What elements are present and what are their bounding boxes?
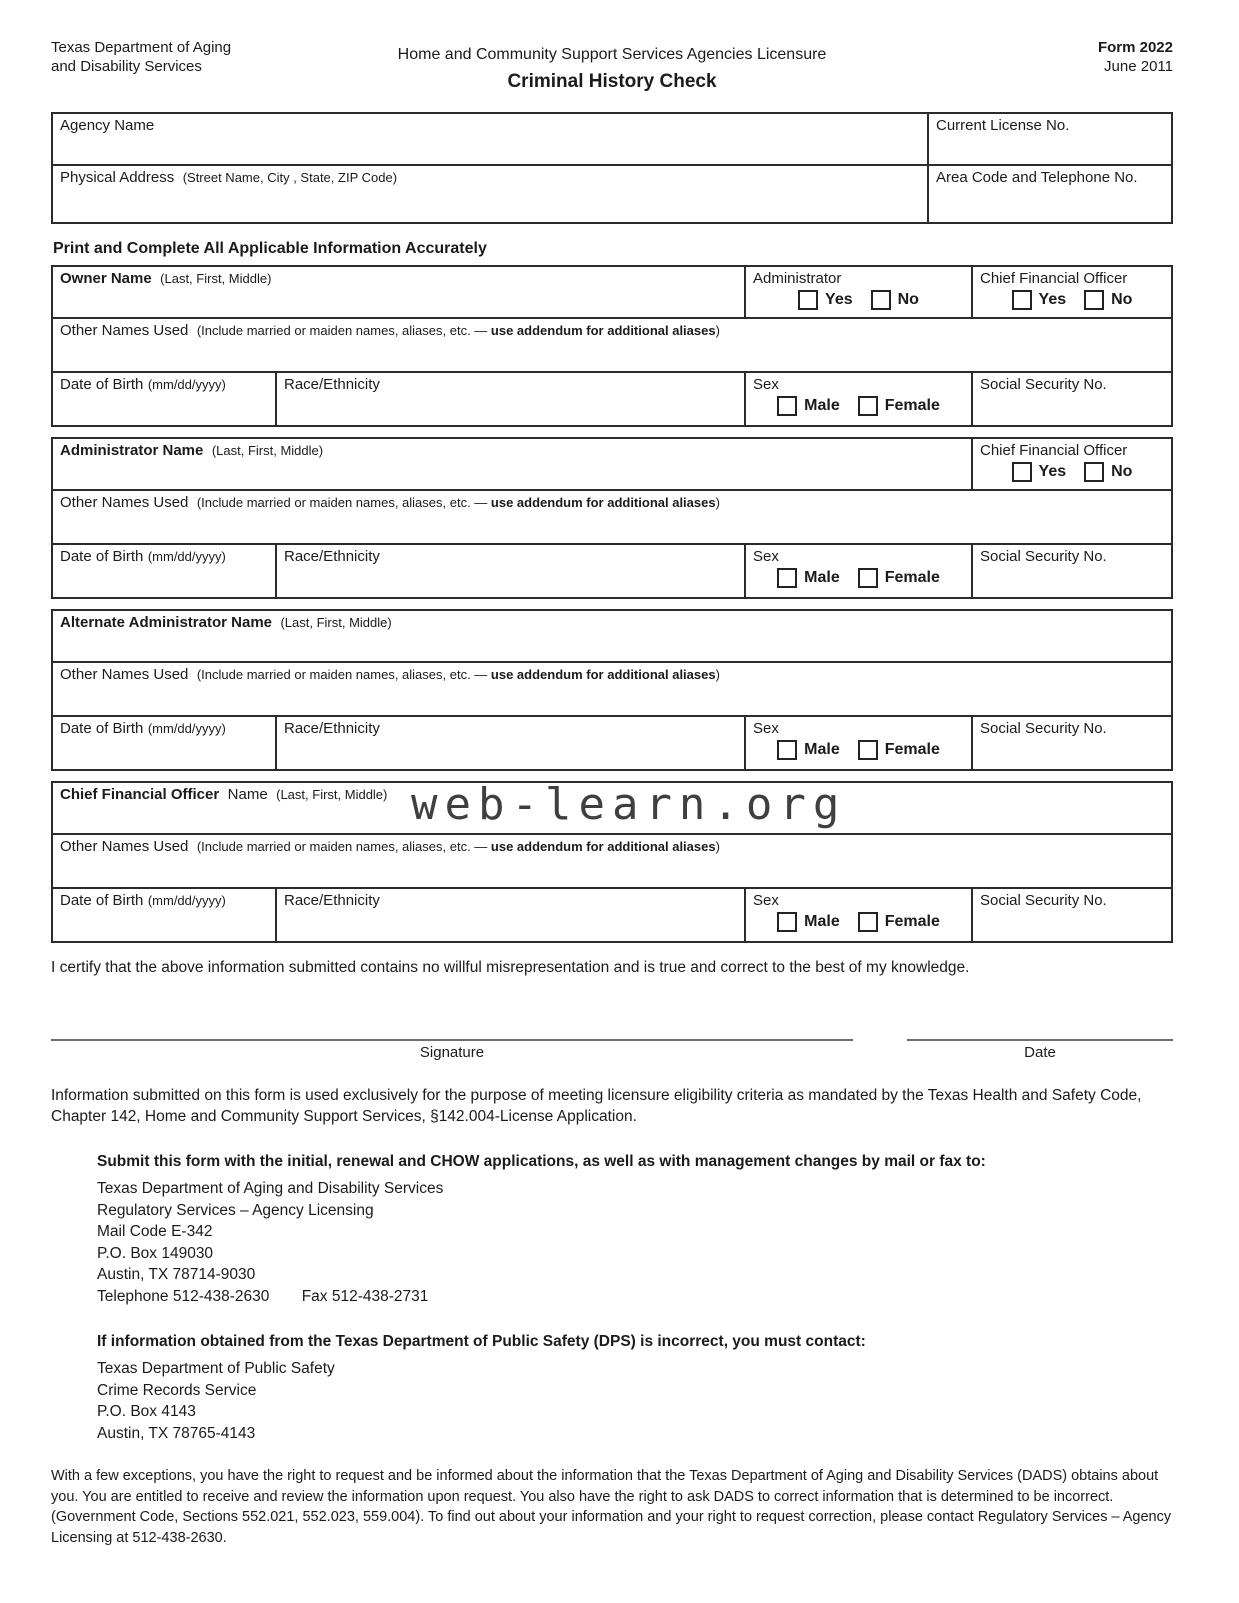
owner-administrator-no-label: No (897, 291, 919, 308)
owner-sex-male-checkbox[interactable] (777, 396, 797, 416)
owner-name-field[interactable] (53, 267, 746, 317)
alternate-sex-female-checkbox[interactable] (858, 740, 878, 760)
date-area (907, 1039, 1173, 1061)
cfo-name-label-bold: Chief Financial Officer (60, 786, 220, 803)
alternate-administrator-name-field[interactable] (53, 611, 1171, 661)
administrator-race-label: Race/Ethnicity (284, 548, 380, 565)
administrator-other-names-field[interactable] (53, 491, 1171, 543)
cfo-dob-label: Date of Birth (60, 892, 144, 909)
administrator-ssn-field[interactable] (973, 545, 1171, 597)
alternate-other-names-label: Other Names Used (60, 666, 189, 683)
dads-address-line: P.O. Box 149030 (97, 1244, 214, 1262)
agency-name-label: Agency Name (60, 117, 155, 134)
owner-administrator-no-checkbox[interactable] (871, 290, 891, 310)
agency-info-table (51, 112, 1173, 224)
administrator-sex-male-label: Male (804, 569, 840, 586)
cfo-name-field[interactable] (53, 779, 1171, 833)
alternate-other-names-hint: (Include married or maiden names, aliases, etc. — use addendum for additional aliases) (196, 667, 720, 682)
cfo-name-hint: (Last, First, Middle) (276, 787, 388, 802)
submit-heading: Submit this form with the initial, renewal and CHOW applications, as well as with management changes by mail or fax to: (97, 1153, 986, 1170)
watermark-text: web-learn.org (411, 779, 847, 830)
department-name-line2: and Disability Services (51, 58, 202, 75)
owner-other-names-hint: (Include married or maiden names, aliases, etc. — use addendum for additional aliases) (196, 323, 720, 338)
cfo-sex-field (746, 889, 973, 941)
owner-ssn-label: Social Security No. (980, 376, 1107, 393)
alternate-race-label: Race/Ethnicity (284, 720, 380, 737)
administrator-sex-label: Sex (753, 548, 779, 565)
owner-administrator-label: Administrator (753, 270, 842, 287)
dads-address-line: Texas Department of Aging and Disability Services (97, 1180, 444, 1197)
cfo-other-names-hint: (Include married or maiden names, aliases, etc. — use addendum for additional aliases) (196, 839, 720, 854)
owner-dob-field[interactable] (53, 373, 277, 425)
owner-dob-hint: (mm/dd/yyyy) (147, 377, 226, 392)
administrator-sex-field (746, 545, 973, 597)
cfo-race-label: Race/Ethnicity (284, 892, 380, 909)
dads-address-line: Mail Code E-342 (97, 1223, 213, 1240)
owner-dob-label: Date of Birth (60, 376, 144, 393)
alternate-race-field[interactable] (277, 717, 746, 769)
form-title: Criminal History Check (507, 71, 717, 92)
administrator-ssn-label: Social Security No. (980, 548, 1107, 565)
administrator-cfo-options (980, 462, 1164, 482)
physical-address-field[interactable] (53, 166, 929, 222)
form-date: June 2011 (1104, 58, 1173, 75)
cfo-ssn-field[interactable] (973, 889, 1171, 941)
cfo-sex-female-label: Female (884, 913, 940, 930)
owner-name-label: Owner Name (60, 270, 152, 287)
administrator-name-hint: (Last, First, Middle) (211, 443, 324, 458)
dps-address-block (97, 1358, 1173, 1444)
owner-administrator-field (746, 267, 973, 317)
cfo-other-names-field[interactable] (53, 835, 1171, 887)
owner-sex-label: Sex (753, 376, 779, 393)
administrator-cfo-yes-label: Yes (1038, 463, 1067, 480)
certification-statement: I certify that the above information submitted contains no willful misrepresentation and is true and correct to the best of my knowledge. (51, 959, 970, 976)
alternate-sex-label: Sex (753, 720, 779, 737)
form-id-block (1098, 38, 1173, 76)
owner-administrator-yes-label: Yes (825, 291, 853, 308)
administrator-cfo-yes-checkbox[interactable] (1012, 462, 1032, 482)
header-center (51, 36, 1173, 93)
agency-name-field[interactable] (53, 114, 929, 164)
telephone-field[interactable] (929, 166, 1171, 222)
owner-race-field[interactable] (277, 373, 746, 425)
program-subtitle: Home and Community Support Services Agencies Licensure (397, 46, 827, 63)
alternate-sex-female-label: Female (884, 741, 940, 758)
dps-address-line: Crime Records Service (97, 1381, 257, 1399)
administrator-dob-hint: (mm/dd/yyyy) (147, 549, 226, 564)
administrator-dob-field[interactable] (53, 545, 277, 597)
owner-cfo-no-checkbox[interactable] (1084, 290, 1104, 310)
date-label: Date (1024, 1044, 1056, 1061)
owner-cfo-field (973, 267, 1171, 317)
dads-address-line: Regulatory Services – Agency Licensing (97, 1201, 374, 1219)
owner-other-names-field[interactable] (53, 319, 1171, 371)
owner-name-hint: (Last, First, Middle) (160, 271, 272, 286)
administrator-section-table (51, 437, 1173, 599)
owner-cfo-yes-checkbox[interactable] (1012, 290, 1032, 310)
cfo-dob-hint: (mm/dd/yyyy) (147, 893, 226, 908)
form-number: Form 2022 (1097, 39, 1173, 56)
alternate-administrator-name-label: Alternate Administrator Name (60, 614, 272, 631)
administrator-race-field[interactable] (277, 545, 746, 597)
cfo-other-names-label: Other Names Used (60, 838, 189, 855)
alternate-other-names-field[interactable] (53, 663, 1171, 715)
alternate-administrator-name-hint: (Last, First, Middle) (280, 615, 392, 630)
administrator-sex-female-label: Female (884, 569, 940, 586)
owner-cfo-options (980, 290, 1164, 310)
alternate-sex-male-checkbox[interactable] (777, 740, 797, 760)
administrator-name-field[interactable] (53, 439, 973, 489)
alternate-dob-label: Date of Birth (60, 720, 144, 737)
administrator-cfo-no-label: No (1111, 463, 1133, 480)
owner-administrator-options (753, 290, 964, 310)
dps-address-line: Texas Department of Public Safety (97, 1360, 335, 1377)
dps-address-line: P.O. Box 4143 (97, 1403, 196, 1420)
alternate-dob-field[interactable] (53, 717, 277, 769)
administrator-cfo-field (973, 439, 1171, 489)
cfo-sex-female-checkbox[interactable] (858, 912, 878, 932)
physical-address-label: Physical Address (60, 169, 175, 186)
alternate-sex-field (746, 717, 973, 769)
owner-sex-female-checkbox[interactable] (858, 396, 878, 416)
alternate-ssn-label: Social Security No. (980, 720, 1107, 737)
owner-section-table (51, 265, 1173, 427)
owner-cfo-no-label: No (1111, 291, 1133, 308)
administrator-cfo-no-checkbox[interactable] (1084, 462, 1104, 482)
info-paragraph: Information submitted on this form is used exclusively for the purpose of meeting licensure eligibility criteria as mandated by the Texas Health and Safety Code, Chapter 142, Home and Community Support Services, §142.004-License Application. (51, 1087, 1142, 1125)
owner-administrator-yes-checkbox[interactable] (798, 290, 818, 310)
administrator-name-label: Administrator Name (60, 442, 204, 459)
cfo-section-table (51, 781, 1173, 943)
dads-address-block (97, 1178, 1173, 1307)
cfo-sex-male-label: Male (804, 913, 840, 930)
cfo-race-field[interactable] (277, 889, 746, 941)
cfo-sex-options (753, 912, 964, 932)
owner-race-label: Race/Ethnicity (284, 376, 380, 393)
current-license-label: Current License No. (936, 117, 1070, 134)
signature-label: Signature (419, 1044, 485, 1061)
owner-cfo-yes-label: Yes (1038, 291, 1067, 308)
dps-heading: If information obtained from the Texas Department of Public Safety (DPS) is incorrect, you must contact: (97, 1333, 866, 1350)
owner-ssn-field[interactable] (973, 373, 1171, 425)
signature-area (51, 1039, 853, 1061)
signature-block (51, 1039, 1173, 1061)
owner-other-names-label: Other Names Used (60, 322, 189, 339)
owner-sex-female-label: Female (884, 397, 940, 414)
cfo-name-label-regular: Name (227, 786, 268, 803)
physical-address-hint: (Street Name, City , State, ZIP Code) (182, 170, 398, 185)
current-license-field[interactable] (929, 114, 1171, 164)
alternate-sex-options (753, 740, 964, 760)
alternate-ssn-field[interactable] (973, 717, 1171, 769)
alternate-dob-hint: (mm/dd/yyyy) (147, 721, 226, 736)
dads-fax: Fax 512-438-2731 (301, 1287, 429, 1305)
dads-phone-line (97, 1286, 1173, 1308)
form-header (51, 36, 1173, 106)
department-name-line1: Texas Department of Aging (51, 39, 232, 56)
cfo-sex-male-checkbox[interactable] (777, 912, 797, 932)
administrator-other-names-hint: (Include married or maiden names, aliases, etc. — use addendum for additional aliases) (196, 495, 720, 510)
owner-sex-field (746, 373, 973, 425)
instruction-heading: Print and Complete All Applicable Information Accurately (53, 240, 487, 257)
dads-telephone: Telephone 512-438-2630 (97, 1287, 270, 1305)
administrator-sex-male-checkbox[interactable] (777, 568, 797, 588)
cfo-sex-label: Sex (753, 892, 779, 909)
dads-address-line: Austin, TX 78714-9030 (97, 1266, 256, 1283)
cfo-ssn-label: Social Security No. (980, 892, 1107, 909)
telephone-label: Area Code and Telephone No. (936, 169, 1138, 186)
administrator-dob-label: Date of Birth (60, 548, 144, 565)
dps-address-line: Austin, TX 78765-4143 (97, 1424, 256, 1442)
administrator-cfo-label: Chief Financial Officer (980, 442, 1128, 459)
cfo-dob-field[interactable] (53, 889, 277, 941)
administrator-other-names-label: Other Names Used (60, 494, 189, 511)
administrator-sex-female-checkbox[interactable] (858, 568, 878, 588)
rights-paragraph: With a few exceptions, you have the right to request and be informed about the information that the Texas Department of Aging and Disability Services (DADS) obtains about you. You are entitled to receive and review the information upon request. You also have the right to ask DADS to correct information that is determined to be incorrect. (Government Code, Sections 552.021, 552.023, 559.004). To find out about your information and your right to request correction, please contact Regulatory Services – Agency Licensing at 512-438-2630. (51, 1468, 1172, 1546)
owner-sex-male-label: Male (804, 397, 840, 414)
alternate-sex-male-label: Male (804, 741, 840, 758)
alternate-administrator-section-table (51, 609, 1173, 771)
administrator-sex-options (753, 568, 964, 588)
owner-sex-options (753, 396, 964, 416)
owner-cfo-label: Chief Financial Officer (980, 270, 1128, 287)
